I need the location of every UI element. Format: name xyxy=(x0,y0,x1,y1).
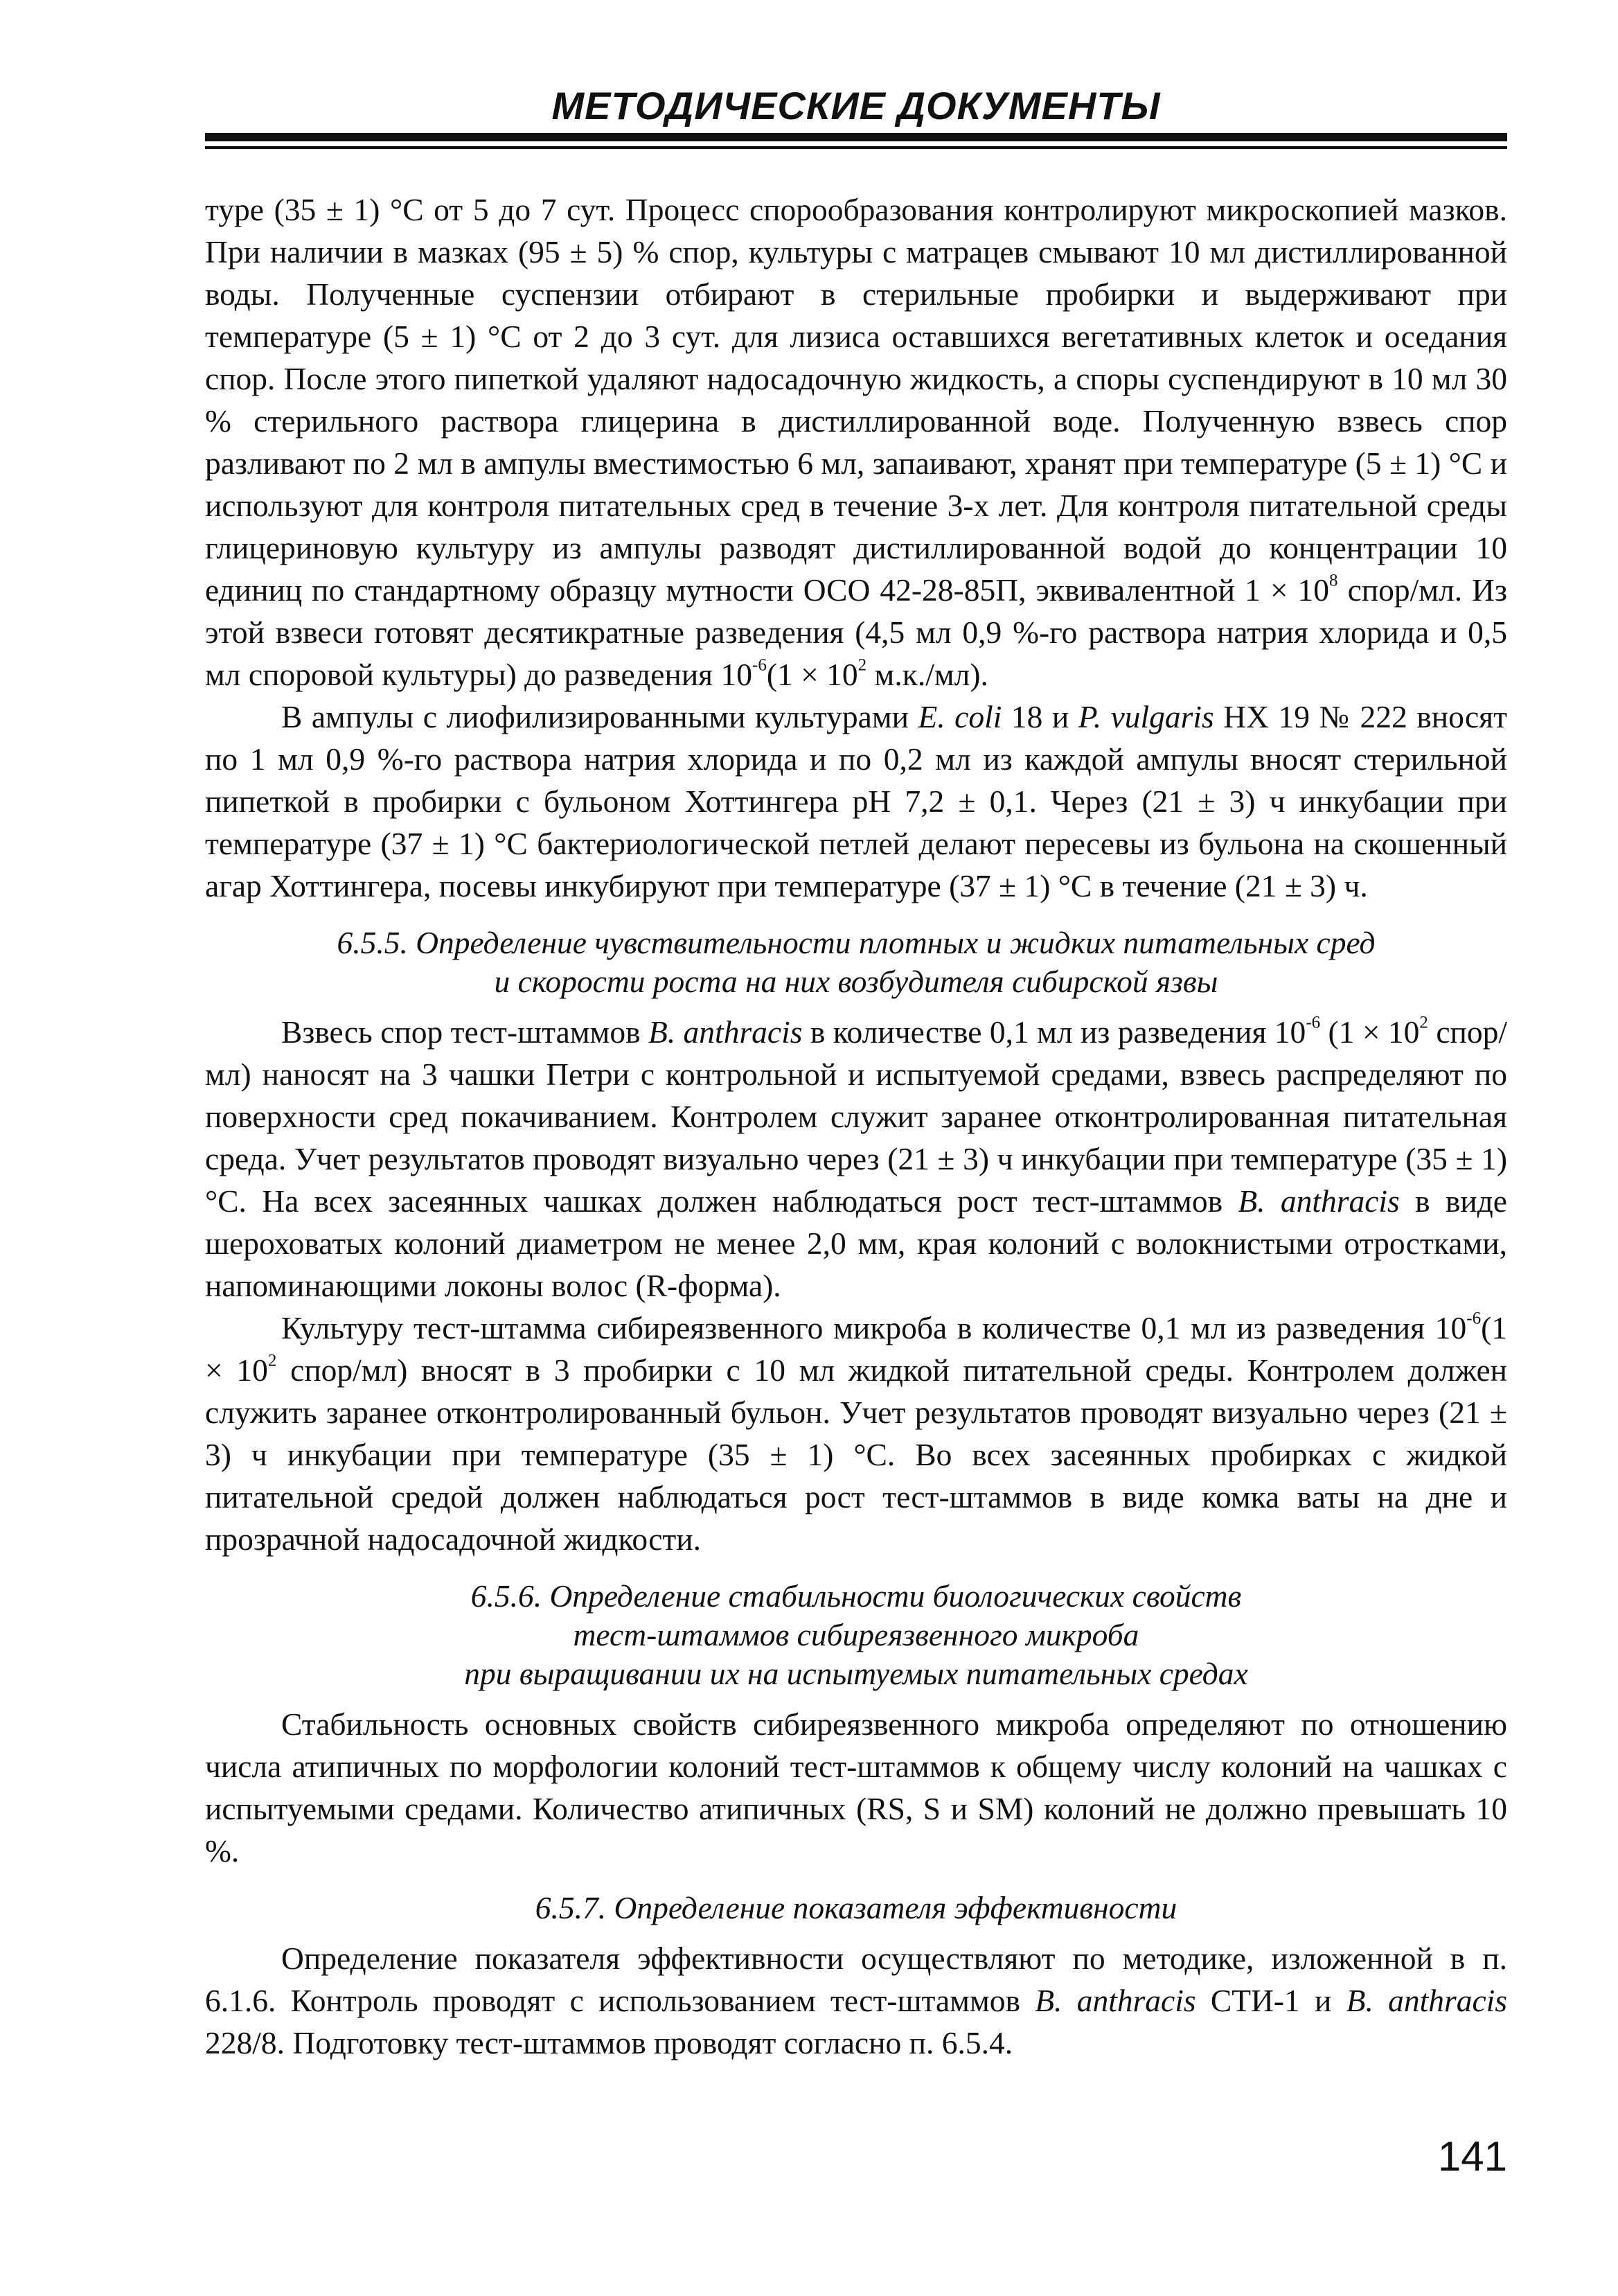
heading-line: 6.5.7. Определение показателя эффективности xyxy=(535,1890,1177,1925)
heading-line: и скорости роста на них возбудителя сибирской язвы xyxy=(494,964,1218,999)
header-title: МЕТОДИЧЕСКИЕ ДОКУМЕНТЫ xyxy=(551,84,1161,127)
text-run: спор/мл) вносят в 3 пробирки с 10 мл жидкой питательной среды. Контролем должен служить заранее отконтролированный бульон. Учет результатов проводят визуально через (21 ± 3) ч инкубации при температуре (35 ± 1) °С. Во всех засеянных пробирках с жидкой питательной средой должен наблюдаться рост тест-штаммов в виде комка ваты на дне и прозрачной надосадочной жидкости. xyxy=(205,1352,1507,1557)
superscript: 8 xyxy=(1329,571,1338,590)
text-run: СТИ-1 и xyxy=(1195,1983,1346,2018)
text-run: (1 × 10 xyxy=(1320,1014,1420,1050)
species-name: B. anthracis xyxy=(1035,1983,1196,2018)
species-name: B. anthracis xyxy=(648,1014,803,1050)
text-run: Взвесь спор тест-штаммов xyxy=(281,1014,648,1050)
species-name: E. coli xyxy=(918,699,1002,734)
superscript: -6 xyxy=(1306,1013,1321,1032)
section-heading-6-5-7 xyxy=(205,1889,1507,1927)
header-rule-thin xyxy=(205,146,1507,149)
paragraph-culture xyxy=(205,1307,1507,1560)
page-number: 141 xyxy=(1437,2133,1507,2180)
paragraph-continued xyxy=(205,188,1507,696)
section-heading-6-5-6 xyxy=(205,1577,1507,1693)
text-run: 228/8. Подготовку тест-штаммов проводят согласно п. 6.5.4. xyxy=(205,2025,1013,2060)
text-run: Определение показателя эффективности осуществляют по методике, изложенной в п. 6.1.6. Контроль проводят с использованием тест-штаммов xyxy=(205,1941,1507,2018)
heading-line: при выращивании их на испытуемых питательных средах xyxy=(464,1656,1248,1691)
paragraph-stability xyxy=(205,1703,1507,1872)
text-run: спор/мл) наносят на 3 чашки Петри с контрольной и испытуемой средами, взвесь распределяют по поверхности сред покачиванием. Контролем служит заранее отконтролированная питательная среда. Учет результатов проводят визуально через (21 ± 3) ч инкубации при температуре (35 ± 1) °С. На всех засеянных чашках должен наблюдаться рост тест-штаммов xyxy=(205,1014,1508,1219)
text-run: (1 × 10 xyxy=(205,1310,1507,1388)
text-run: туре (35 ± 1) °С от 5 до 7 сут. Процесс спорообразования контролируют микроскопией мазков. При наличии в мазках (95 ± 5) % спор, культуры с матрацев смывают 10 мл дистиллированной воды. Полученные суспензии отбирают в стерильные пробирки и выдерживают при температуре (5 ± 1) °С от 2 до 3 сут. для лизиса оставшихся вегетативных клеток и оседания спор. После этого пипеткой удаляют надосадочную жидкость, а споры суспендируют в 10 мл 30 % стерильного раствора глицерина в дистиллированной воде. Полученную взвесь спор разливают по 2 мл в ампулы вместимостью 6 мл, запаивают, хранят при температуре (5 ± 1) °С и используют для контроля питательных сред в течение 3-х лет. Для контроля питательной среды глицериновую культуру из ампулы разводят дистиллированной водой до концентрации 10 единиц по стандартному образцу мутности ОСО 42-28-85П, эквивалентной 1 × 10 xyxy=(205,192,1507,608)
text-run: (1 × 10 xyxy=(766,657,858,692)
heading-line: тест-штаммов сибиреязвенного микроба xyxy=(573,1617,1139,1652)
text-run: В ампулы с лиофилизированными культурами xyxy=(281,699,918,734)
superscript: -6 xyxy=(1466,1309,1482,1328)
superscript: 2 xyxy=(857,655,867,675)
text-run: НХ 19 № 222 вносят по 1 мл 0,9 %-го раствора натрия хлорида и по 0,2 мл из каждой ампулы вносят стерильной пипеткой в пробирки с бульоном Хоттингера рН 7,2 ± 0,1. Через (21 ± 3) ч инкубации при температуре (37 ± 1) °С бактериологической петлей делают пересевы из бульона на скошенный агар Хоттингера, посевы инкубируют при температуре (37 ± 1) °С в течение (21 ± 3) ч. xyxy=(205,699,1507,903)
superscript: 2 xyxy=(1419,1013,1428,1032)
paragraph-spore-suspension xyxy=(205,1011,1507,1307)
header-rule-thick xyxy=(205,133,1507,141)
heading-line: 6.5.6. Определение стабильности биологических свойств xyxy=(470,1578,1242,1614)
section-heading-6-5-5 xyxy=(205,924,1507,1001)
text-run: в количестве 0,1 мл из разведения 10 xyxy=(802,1014,1306,1050)
superscript: 2 xyxy=(267,1351,277,1370)
species-name: P. vulgaris xyxy=(1078,699,1214,734)
text-run: м.к./мл). xyxy=(866,657,988,692)
text-run: Культуру тест-штамма сибиреязвенного микроба в количестве 0,1 мл из разведения 10 xyxy=(281,1310,1467,1345)
species-name: B. anthracis xyxy=(1346,1983,1507,2018)
running-header xyxy=(205,82,1507,149)
species-name: B. anthracis xyxy=(1238,1183,1400,1219)
text-run: 18 и xyxy=(1002,699,1078,734)
paragraph-ampoules xyxy=(205,696,1507,907)
paragraph-efficiency xyxy=(205,1937,1507,2064)
text-run: Стабильность основных свойств сибиреязвенного микроба определяют по отношению числа атипичных по морфологии колоний тест-штаммов к общему числу колоний на чашках с испытуемыми средами. Количество атипичных (RS, S и SM) колоний не должно превышать 10 %. xyxy=(205,1706,1507,1869)
heading-line: 6.5.5. Определение чувствительности плотных и жидких питательных сред xyxy=(337,925,1376,960)
superscript: -6 xyxy=(752,655,767,675)
text-run: в виде шероховатых колоний диаметром не менее 2,0 мм, края колоний с волокнистыми отростками, напоминающими локоны волос (R-форма). xyxy=(205,1183,1508,1303)
text-run: спор/мл. Из этой взвеси готовят десятикратные разведения (4,5 мл 0,9 %-го раствора натрия хлорида и 0,5 мл споровой культуры) до разведения 10 xyxy=(205,572,1507,692)
body-text xyxy=(205,188,1507,2064)
